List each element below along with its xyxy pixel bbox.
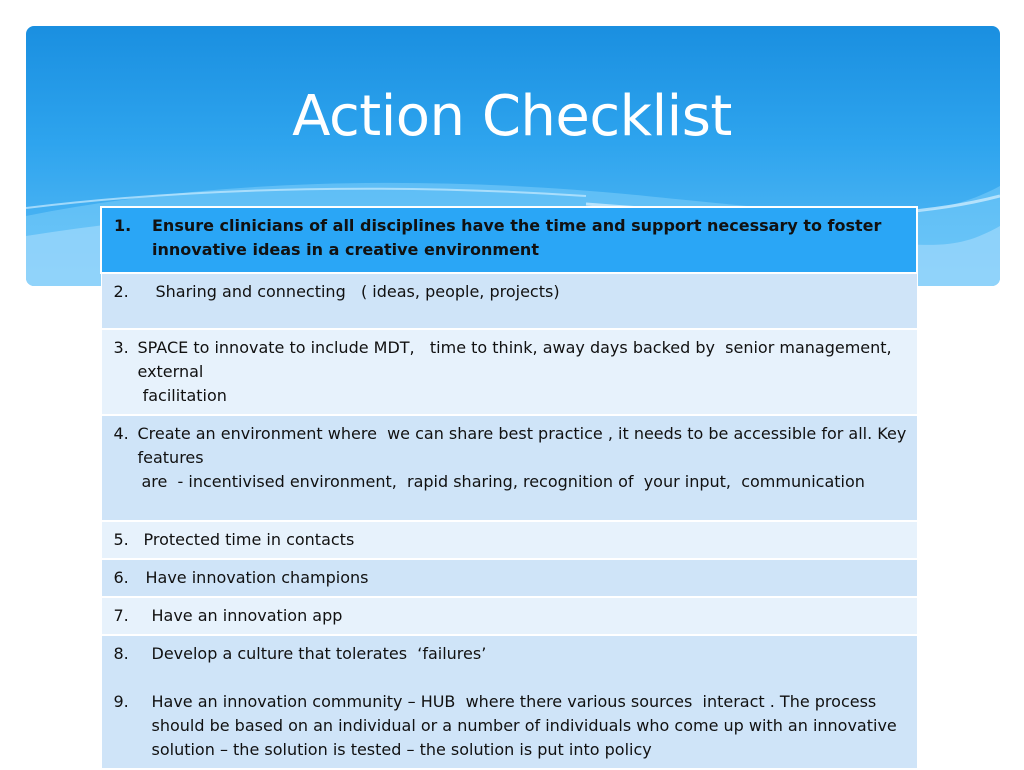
- item-text: SPACE to innovate to include MDT, time to think, away days backed by senior management, external: [137, 338, 897, 381]
- table-row: [101, 521, 917, 559]
- item-number: 8.: [113, 644, 129, 663]
- item-text-continued: facilitation: [137, 386, 227, 405]
- item-text: Have an innovation app: [151, 606, 343, 625]
- item-text: Protected time in contacts: [143, 530, 355, 549]
- table-row: [101, 329, 917, 415]
- table-row: [101, 559, 917, 597]
- item-text: Ensure clinicians of all disciplines have the time and support necessary to foster innovative ideas in a creative environment: [152, 216, 887, 259]
- item-number: 1.: [114, 216, 132, 235]
- item-text: Create an environment where we can share best practice , it needs to be accessible for all. Key features: [137, 424, 912, 467]
- item-text: Have innovation champions: [145, 568, 369, 587]
- item-number: 6.: [113, 568, 129, 587]
- item-number: 9.: [113, 692, 129, 711]
- table-row: [101, 415, 917, 521]
- item-number: 4.: [113, 424, 129, 443]
- item-text: Sharing and connecting ( ideas, people, projects): [155, 282, 560, 301]
- table-row: [101, 597, 917, 635]
- table-row: [101, 635, 917, 769]
- item-text-continued: are - incentivised environment, rapid sharing, recognition of your input, communication: [141, 472, 865, 491]
- item-number: 7.: [113, 606, 129, 625]
- table-row: [101, 273, 917, 329]
- item-number: 2.: [113, 282, 129, 301]
- checklist-table: [100, 206, 918, 770]
- item-text: Have an innovation community – HUB where there various sources interact . The process should be based on an individual or a number of individuals who come up with an innovative solution – the solution is tested – the solution is put into policy: [151, 692, 902, 759]
- item-text: Develop a culture that tolerates ‘failures’: [151, 644, 487, 663]
- table-row: [101, 207, 917, 273]
- item-number: 3.: [113, 338, 129, 357]
- slide-title: Action Checklist: [292, 84, 732, 149]
- item-number: 5.: [113, 530, 129, 549]
